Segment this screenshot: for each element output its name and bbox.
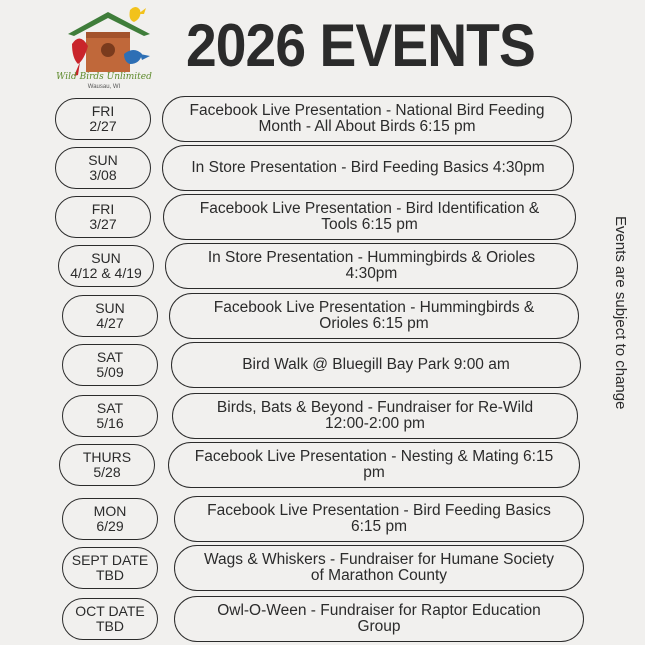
event-date-pill (55, 147, 151, 189)
event-description-pill (169, 293, 579, 339)
event-description: Birds, Bats & Beyond - Fundraiser for Re-Wild 12:00-2:00 pm (216, 399, 534, 432)
event-date: TBD (96, 618, 124, 634)
event-row (0, 393, 600, 439)
logo-subtext: Wausau, WI (87, 84, 121, 90)
event-description: In Store Presentation - Bird Feeding Basics 4:30pm (191, 159, 545, 176)
event-row (0, 596, 600, 642)
event-date: 3/27 (89, 216, 117, 232)
event-day: SAT (96, 349, 124, 365)
event-date-pill (55, 98, 151, 140)
event-description: Owl-O-Ween - Fundraiser for Raptor Education Group (217, 602, 541, 635)
event-row (0, 145, 600, 191)
event-description-pill (163, 194, 576, 240)
event-day: FRI (91, 103, 115, 119)
event-description: Facebook Live Presentation - Nesting & Mating 6:15 pm (194, 448, 554, 481)
page-title: 2026 EVENTS (186, 12, 535, 79)
event-description: Facebook Live Presentation - Hummingbirds & Orioles 6:15 pm (213, 299, 535, 332)
event-description-pill (168, 442, 580, 488)
event-row (0, 545, 600, 591)
event-description: Wags & Whiskers - Fundraiser for Humane Society of Marathon County (203, 551, 554, 584)
event-description-pill (174, 496, 584, 542)
event-date-pill (62, 395, 158, 437)
event-description-pill (162, 145, 574, 191)
event-day: SUN (88, 152, 118, 168)
event-date-pill (62, 295, 158, 337)
event-date-pill (55, 196, 151, 238)
event-day: OCT DATE (75, 603, 145, 619)
event-date-pill (62, 547, 158, 589)
event-description: Bird Walk @ Bluegill Bay Park 9:00 am (242, 356, 510, 373)
event-day: SAT (96, 400, 124, 416)
event-date: 4/27 (96, 315, 124, 331)
event-date-pill (62, 344, 158, 386)
side-note: Events are subject to change (612, 216, 629, 410)
event-day: SUN (95, 300, 125, 316)
event-date-pill (59, 444, 155, 486)
logo-text: Wild Birds Unlimited (56, 72, 152, 82)
event-day: FRI (91, 201, 115, 217)
event-description-pill (165, 243, 578, 289)
event-row (0, 442, 600, 488)
event-description: Facebook Live Presentation - Bird Identification & Tools 6:15 pm (199, 200, 540, 233)
event-row (0, 96, 600, 142)
event-description: In Store Presentation - Hummingbirds & Orioles 4:30pm (207, 249, 536, 282)
event-row (0, 496, 600, 542)
event-row (0, 243, 600, 289)
event-day: MON (93, 503, 127, 519)
event-row (0, 293, 600, 339)
event-day: SUN (91, 250, 121, 266)
event-date: 6/29 (96, 518, 124, 534)
event-date: 5/28 (93, 464, 121, 480)
event-description-pill (171, 342, 581, 388)
event-date: 5/09 (96, 364, 124, 380)
event-description: Facebook Live Presentation - Bird Feeding Basics 6:15 pm (207, 502, 551, 535)
event-date-pill (62, 598, 158, 640)
event-description: Facebook Live Presentation - National Bird Feeding Month - All About Birds 6:15 pm (189, 102, 545, 135)
event-row (0, 342, 600, 388)
event-day: SEPT DATE (71, 552, 149, 568)
event-date: 2/27 (89, 118, 117, 134)
event-date-pill (62, 498, 158, 540)
event-date: 3/08 (89, 167, 117, 183)
event-row (0, 194, 600, 240)
event-date-pill (58, 245, 154, 287)
event-date: 5/16 (96, 415, 124, 431)
event-description-pill (172, 393, 578, 439)
event-description-pill (174, 545, 584, 591)
event-description-pill (162, 96, 572, 142)
event-date: 4/12 & 4/19 (70, 265, 142, 281)
event-description-pill (174, 596, 584, 642)
event-day: THURS (82, 449, 132, 465)
event-date: TBD (96, 567, 124, 583)
